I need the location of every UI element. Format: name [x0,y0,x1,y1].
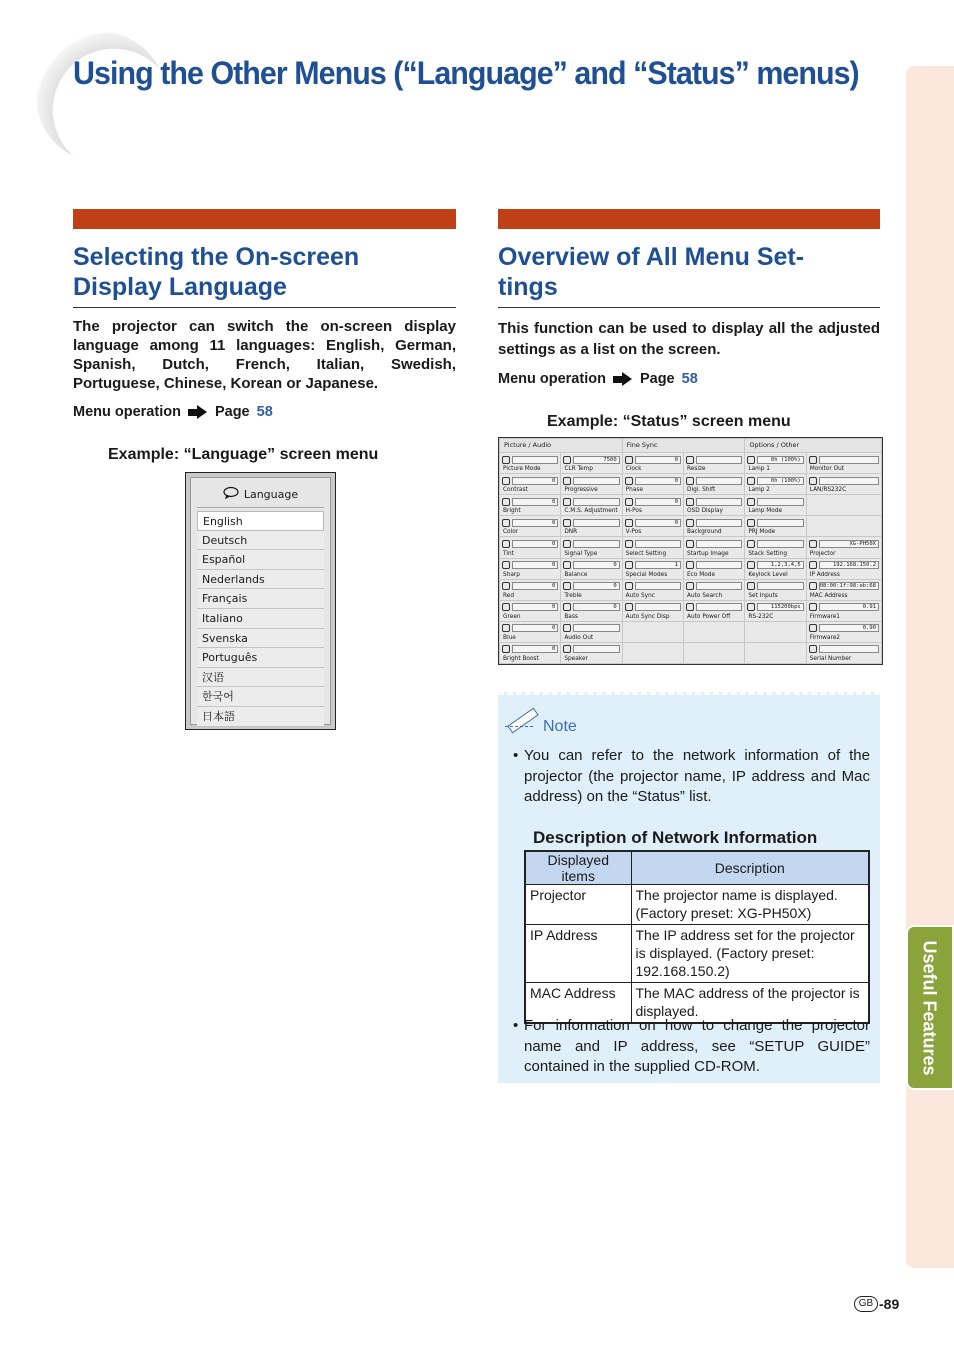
status-label: Bass [564,613,578,620]
status-label: Startup Image [687,550,729,557]
status-value [512,456,558,464]
status-label: LAN/RS232C [809,487,847,494]
status-value [696,603,742,611]
table-row [525,925,869,983]
status-cell [500,495,560,515]
status-label: H-Pos [625,508,642,515]
setting-icon [809,540,817,548]
setting-icon [747,582,755,590]
note-bullet-1: • You can refer to the network information of the projector (the projector name, IP address and Mac address) on the “Status” list. [513,746,870,808]
status-value [696,477,742,485]
setting-icon [686,582,694,590]
setting-icon [625,603,633,611]
status-value [696,498,742,506]
status-cell [807,453,881,473]
status-empty-cell [684,622,744,642]
status-cell [561,495,621,515]
table-cell-item: MAC Address [525,983,631,1024]
status-value: 0 [512,477,558,485]
status-value: 0.90 [819,624,879,632]
status-value: 0 [573,603,619,611]
status-label: Resize [687,466,706,473]
status-value [757,582,803,590]
status-value [635,540,681,548]
status-cell [623,495,683,515]
table-cell-desc: The MAC address of the projector is displayed. [631,983,869,1024]
status-value: 0 [635,477,681,485]
section-title-line2: tings [498,273,558,301]
status-label: Speaker [564,656,588,662]
status-intro: This function can be used to display all the adjusted settings as a list on the screen. [498,320,880,358]
status-value: 0 [512,603,558,611]
status-cell [623,580,683,600]
table-cell-desc: The projector name is displayed. (Factory preset: XG-PH50X) [631,885,869,925]
setting-icon [747,603,755,611]
section-bar-right [498,209,880,229]
setting-icon [625,561,633,569]
status-label: OSD Display [687,508,723,515]
language-menu-header [197,482,324,508]
status-label: IP Address [809,571,840,578]
status-cell [807,537,881,557]
setting-icon [563,540,571,548]
setting-icon [502,540,510,548]
status-cell [684,516,744,536]
status-label: Progressive [564,487,598,494]
status-value: XG-PH50X [819,540,879,548]
status-cell [807,622,881,642]
section-title-overview [498,242,804,302]
status-screen-menu [498,437,883,665]
setting-icon [563,582,571,590]
status-label: C.M.S. Adjustment [564,508,618,515]
language-option[interactable]: English [197,511,324,531]
status-label: Serial Number [809,656,852,662]
status-cell [623,474,683,494]
status-cell [561,516,621,536]
status-value [573,519,619,527]
page-label: Page [639,371,675,387]
status-label: CLR Temp [564,466,593,473]
status-label: Auto Power Off [687,613,731,620]
status-value [819,456,879,464]
menu-operation-label: Menu operation [498,371,606,387]
status-label: Blue [503,634,516,641]
status-value [757,498,803,506]
status-value: 1,2,3,4,5 [757,561,803,569]
status-value [573,498,619,506]
setting-icon [625,477,633,485]
status-value: 1 [635,561,681,569]
status-label: Stack Setting [748,550,788,557]
status-cell [745,559,805,579]
status-cell [500,580,560,600]
status-label: PRJ Mode [748,529,776,536]
status-cell [745,537,805,557]
setting-icon [563,624,571,632]
setting-icon [686,540,694,548]
status-value [635,582,681,590]
status-label: Clock [625,466,642,473]
status-value: 0 [635,498,681,506]
network-info-title: Description of Network Information [533,828,818,847]
status-label: Background [687,529,722,536]
language-menu-title: Language [243,488,299,501]
setting-icon [686,498,694,506]
status-cell [623,453,683,473]
status-label: Phase [625,487,643,494]
status-value [573,624,619,632]
status-value: 192.168.150.2 [819,561,879,569]
status-empty-cell [623,643,683,663]
status-label: Select Setting [625,550,667,557]
setting-icon [747,519,755,527]
setting-icon [809,645,817,653]
status-cell [807,643,881,663]
status-cell [684,580,744,600]
status-value: 08:00:1f:98:eb:68 [819,582,879,590]
setting-icon [502,519,510,527]
setting-icon [809,477,817,485]
menu-operation-label: Menu operation [73,404,181,420]
status-value [757,519,803,527]
status-column-header: Picture / Audio [500,439,622,452]
status-label: DNR [564,529,578,536]
status-value [757,540,803,548]
status-label: MAC Address [809,592,848,599]
language-screen-menu [185,472,336,730]
status-cell [745,580,805,600]
setting-icon [686,456,694,464]
table-cell-desc: The IP address set for the projector is displayed. (Factory preset: 192.168.150.2) [631,925,869,983]
status-value: 115200bps [757,603,803,611]
status-label: Auto Sync [625,592,655,599]
status-empty-cell [623,622,683,642]
section-rule-left [73,307,456,308]
section-rule-right [498,307,880,308]
setting-icon [686,603,694,611]
section-title-line1: Overview of All Menu Set- [498,243,805,271]
status-value: 0 [512,561,558,569]
setting-icon [686,477,694,485]
status-value: 0 [573,582,619,590]
page-link[interactable]: 58 [681,371,698,387]
side-tab-label: Useful Features [919,940,940,1076]
status-value: 0 [512,498,558,506]
setting-icon [686,519,694,527]
status-value: 0.91 [819,603,879,611]
section-title-line2: Display Language [73,273,287,301]
setting-icon [747,540,755,548]
status-cell [500,559,560,579]
status-value [635,603,681,611]
setting-icon [563,519,571,527]
page-number-text: -89 [879,1296,900,1312]
setting-icon [809,561,817,569]
page-label: Page [214,404,250,420]
status-cell [745,474,805,494]
status-label: Bright Boost [503,656,539,662]
language-option[interactable]: Nederlands [197,570,324,590]
setting-icon [625,498,633,506]
status-cell [807,474,881,494]
status-value [696,540,742,548]
example-language-label: Example: “Language” screen menu [108,446,379,463]
status-label: Auto Search [687,592,723,599]
status-value [696,519,742,527]
status-label: Signal Type [564,550,598,557]
example-status-label: Example: “Status” screen menu [547,413,791,430]
status-label: Audio Out [564,634,594,641]
status-empty-cell [745,622,805,642]
arrow-right-icon [188,405,208,419]
status-cell [807,601,881,621]
status-label: Picture Mode [503,466,541,473]
status-value [819,645,879,653]
setting-icon [625,519,633,527]
status-label: Treble [564,592,582,599]
status-empty-cell [807,516,881,536]
setting-icon [563,477,571,485]
setting-icon [502,603,510,611]
page-link[interactable]: 58 [256,404,273,420]
setting-icon [747,498,755,506]
status-cell [684,495,744,515]
setting-icon [563,456,571,464]
status-value: 0h (100%) [757,477,803,485]
note-pencil-icon [505,708,539,736]
status-cell [745,495,805,515]
setting-icon [502,498,510,506]
status-value [696,456,742,464]
status-cell [623,559,683,579]
setting-icon [502,645,510,653]
setting-icon [809,624,817,632]
status-value [696,561,742,569]
language-option[interactable]: 日本語 [197,707,324,727]
status-cell [500,537,560,557]
status-label: Firmware2 [809,634,840,641]
language-list [197,511,324,727]
status-label: Digi. Shift [687,487,716,494]
note-title: Note [543,718,577,735]
speech-bubble-icon [223,487,239,502]
status-label: Lamp 1 [748,466,770,473]
status-label: V-Pos [625,529,642,536]
status-cell [561,601,621,621]
status-cell [684,453,744,473]
status-cell [500,516,560,536]
setting-icon [625,456,633,464]
status-cell [807,559,881,579]
status-label: Set Inputs [748,592,778,599]
table-header-description: Description [631,851,869,885]
status-cell [807,580,881,600]
network-info-table [524,850,870,1024]
status-cell [623,537,683,557]
setting-icon [563,561,571,569]
status-column-header: Fine Sync [623,439,745,452]
status-cell [500,474,560,494]
setting-icon [747,456,755,464]
table-header-items: Displayed items [525,851,631,885]
status-label: Projector [809,550,836,557]
status-cell [623,516,683,536]
status-cell [500,453,560,473]
setting-icon [747,477,755,485]
status-label: Balance [564,571,588,578]
status-value [573,477,619,485]
setting-icon [809,582,817,590]
status-cell [561,559,621,579]
note-bullet-2: • For information on how to change the projector name and IP address, see “SETUP GUIDE” contained in the supplied CD-ROM. [513,1016,870,1078]
status-value: 0 [635,519,681,527]
table-cell-item: Projector [525,885,631,925]
status-label: Auto Sync Disp [625,613,670,620]
status-cell [684,537,744,557]
status-empty-cell [684,643,744,663]
setting-icon [747,561,755,569]
status-cell [500,601,560,621]
status-label: Bright [503,508,521,515]
status-value: 0 [512,519,558,527]
status-label: Contrast [503,487,528,494]
status-label: Firmware1 [809,613,840,620]
status-empty-cell [807,495,881,515]
status-cell [500,643,560,663]
setting-icon [563,603,571,611]
table-row [525,885,869,925]
status-label: Green [503,613,521,620]
language-option[interactable]: Português [197,648,324,668]
setting-icon [502,582,510,590]
section-title-language [73,242,359,302]
status-value: 0 [512,624,558,632]
setting-icon [809,456,817,464]
status-cell [684,559,744,579]
status-label: Eco Mode [687,571,716,578]
status-label: Special Modes [625,571,668,578]
status-cell [745,601,805,621]
header-arc-decoration [36,32,166,162]
status-value: 0h (100%) [757,456,803,464]
status-cell [745,516,805,536]
language-option[interactable]: Español [197,550,324,570]
language-option[interactable]: Svenska [197,629,324,649]
page-number [854,1296,899,1312]
status-cell [561,580,621,600]
status-label: Keylock Level [748,571,788,578]
status-cell [561,643,621,663]
status-label: Sharp [503,571,520,578]
status-cell [561,453,621,473]
status-label: Red [503,592,515,599]
status-value: 7500 [573,456,619,464]
status-value [573,645,619,653]
status-column-header: Options / Other [745,439,881,452]
status-value: 0 [512,582,558,590]
table-cell-item: IP Address [525,925,631,983]
language-option[interactable]: Deutsch [197,531,324,551]
status-label: Lamp 2 [748,487,770,494]
setting-icon [625,540,633,548]
setting-icon [686,561,694,569]
status-value: 0 [635,456,681,464]
status-value: 0 [512,645,558,653]
status-cell [500,622,560,642]
status-value [819,477,879,485]
setting-icon [502,477,510,485]
status-cell [684,601,744,621]
setting-icon [809,603,817,611]
menu-operation-right [498,371,698,387]
status-cell [561,474,621,494]
section-bar-left [73,209,456,229]
language-option[interactable]: Français [197,589,324,609]
status-label: RS-232C [748,613,774,620]
language-option[interactable]: 汉语 [197,668,324,688]
page-title: Using the Other Menus (“Language” and “Status” menus) [73,55,859,91]
arrow-right-icon [613,372,633,386]
setting-icon [563,645,571,653]
menu-operation-left [73,404,273,420]
status-value [696,582,742,590]
status-label: Lamp Mode [748,508,783,515]
status-label: Monitor Out [809,466,845,473]
status-value [573,540,619,548]
status-value: 0 [573,561,619,569]
status-label: Color [503,529,519,536]
language-option[interactable]: Italiano [197,609,324,629]
language-intro: The projector can switch the on-screen display language among 11 languages: English, German, Spanish, Dutch, French, Italian, Swedish, Portuguese, Chinese, Korean or Japanese. [73,318,456,392]
status-cell [623,601,683,621]
status-cell [684,474,744,494]
setting-icon [502,561,510,569]
setting-icon [502,624,510,632]
status-empty-cell [745,643,805,663]
region-badge: GB [854,1296,878,1312]
note-header [505,708,577,736]
setting-icon [502,456,510,464]
setting-icon [563,498,571,506]
status-cell [561,537,621,557]
status-cell [561,622,621,642]
section-title-line1: Selecting the On-screen [73,243,360,271]
status-value: 0 [512,540,558,548]
language-option[interactable]: 한국어 [197,687,324,707]
status-cell [745,453,805,473]
status-label: Tint [503,550,514,557]
setting-icon [625,582,633,590]
